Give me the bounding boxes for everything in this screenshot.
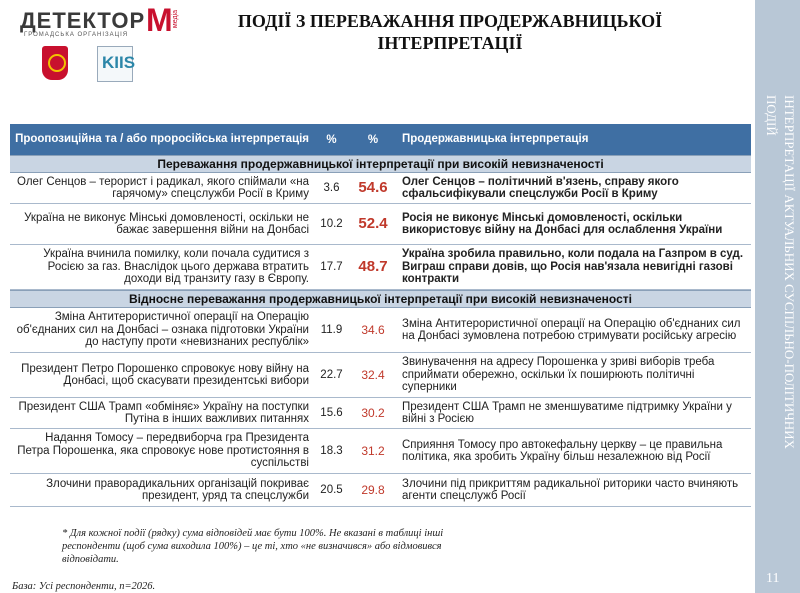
- cell-pct2: 31.2: [361, 443, 385, 458]
- section-header-1: Переважання продержавницької інтерпретації при високій невизначеності: [10, 155, 751, 173]
- cell-right: Україна зробила правильно, коли подала на Газпром в суд. Виграш справи довів, що Росія нав'язала невигідні газові контракти: [402, 248, 744, 286]
- table-row: [10, 474, 751, 507]
- header-pro-state: Продержавницька інтерпретація: [402, 133, 589, 145]
- logo-word: ДЕТЕКТОР: [20, 8, 146, 33]
- cell-left: Олег Сенцов – терорист і радикал, якого спіймали «на гарячому» спецслужби Росії в Криму: [17, 175, 309, 200]
- cell-left: Зміна Антитерористичної операції на Операцію об'єднаних сил на Донбасі – ознака підготовки України до наступу проти «невизнаних республік»: [16, 311, 309, 349]
- cell-left: Злочини праворадикальних організацій покриває президент, уряд та спецслужби: [46, 477, 309, 502]
- table-row: [10, 398, 751, 429]
- cell-pct1: 10.2: [320, 217, 343, 230]
- logo-media: медіа: [172, 10, 179, 29]
- cell-right: Зміна Антитерористичної операції на Операцію об'єднаних сил на Донбасі зумовлена потребою стримувати російську агресію: [402, 317, 741, 342]
- cell-pct1: 15.6: [320, 406, 343, 419]
- cell-pct2: 32.4: [361, 367, 385, 382]
- cell-pct1: 11.9: [320, 323, 343, 336]
- sample-base: База: Усі респонденти, n=2026.: [12, 581, 156, 592]
- section-header-2: Відносне переважання продержавницької інтерпретації при високій невизначеності: [10, 290, 751, 308]
- cell-pct2: 30.2: [361, 405, 385, 420]
- table-row: [10, 173, 751, 204]
- cell-pct2: 29.8: [361, 482, 385, 497]
- table-row: [10, 353, 751, 398]
- kiis-logo: KIIS: [97, 46, 133, 82]
- table-header: [10, 124, 751, 155]
- page-title: ПОДІЇ З ПЕРЕВАЖАННЯ ПРОДЕРЖАВНИЦЬКОЇ ІНТЕРПРЕТАЦІЇ: [237, 11, 663, 53]
- header-pct1: %: [326, 133, 337, 146]
- cell-left: Надання Томосу – передвиборча гра Президента Петра Порошенка, яка спровокує нове протистояння в суспільстві: [17, 432, 309, 470]
- cell-left: Україна не виконує Мінські домовленості, оскільки не бажає завершення війни на Донбасі: [24, 211, 309, 236]
- table-row: [10, 204, 751, 245]
- page-number: 11: [766, 571, 780, 586]
- logo-m: M: [146, 2, 173, 38]
- cell-pct2: 52.4: [358, 214, 388, 232]
- cell-right: Олег Сенцов – політичний в'язень, справу якого сфальсифікували спецслужби Росії в Криму: [402, 175, 679, 200]
- cell-pct1: 20.5: [320, 483, 343, 496]
- cell-left: Президент США Трамп «обміняє» Україну на поступки Путіна в інших важливих питаннях: [18, 400, 309, 425]
- table-row: [10, 245, 751, 290]
- cell-pct2: 34.6: [361, 322, 385, 337]
- side-caption: ІНТЕРПРЕТАЦІЇ АКТУАЛЬНИХ СУСПІЛЬНО-ПОЛІТИЧНИХ ПОДІЙ: [764, 95, 797, 449]
- header-pct2: %: [367, 133, 379, 146]
- interpretation-table: [10, 124, 751, 507]
- cell-right: Злочини під прикриттям радикальної риторики часто вчиняють агенти спецслужб Росії: [402, 477, 739, 502]
- cell-right: Президент США Трамп не зменшуватиме підтримку України у війні з Росією: [402, 400, 732, 425]
- header-pro-russian: Проопозиційна та / або проросійська інтерпретація: [15, 133, 309, 145]
- cell-pct1: 3.6: [323, 181, 340, 194]
- footnote: * Для кожної події (рядку) сума відповідей має бути 100%. Не вказані в таблиці інші респонденти (щоб сума виходила 100%) – це ті, хто «не визначився» або відмовився відповідати.: [62, 528, 444, 565]
- logo-sub: ГРОМАДСЬКА ОРГАНІЗАЦІЯ: [24, 32, 129, 38]
- cell-pct2: 48.7: [358, 257, 388, 275]
- table-row: [10, 308, 751, 353]
- cell-left: Президент Петро Порошенко спровокує нову війну на Донбасі, щоб скасувати президентські вибори: [21, 362, 309, 387]
- cell-right: Сприяння Томосу про автокефальну церкву – це правильна політика, яка зробить Україну більш незалежною від Росії: [402, 438, 723, 463]
- cell-right: Росія не виконує Мінські домовленості, оскільки використовує війну на Донбасі для ослаблення України: [402, 211, 723, 236]
- seal-logo: [42, 46, 68, 80]
- cell-pct1: 17.7: [320, 260, 343, 273]
- cell-right: Звинувачення на адресу Порошенка у зриві виборів треба сприймати обережно, оскільки їх поширюють політичні суперники: [402, 356, 715, 394]
- table-row: [10, 429, 751, 474]
- cell-pct1: 22.7: [320, 368, 343, 381]
- cell-left: Україна вчинила помилку, коли почала судитися з Росією за газ. Внаслідок цього держава втратить доходи від транзиту газу в Європу.: [43, 248, 309, 286]
- cell-pct2: 54.6: [358, 178, 388, 196]
- detector-media-logo: [20, 2, 180, 42]
- cell-pct1: 18.3: [320, 444, 343, 457]
